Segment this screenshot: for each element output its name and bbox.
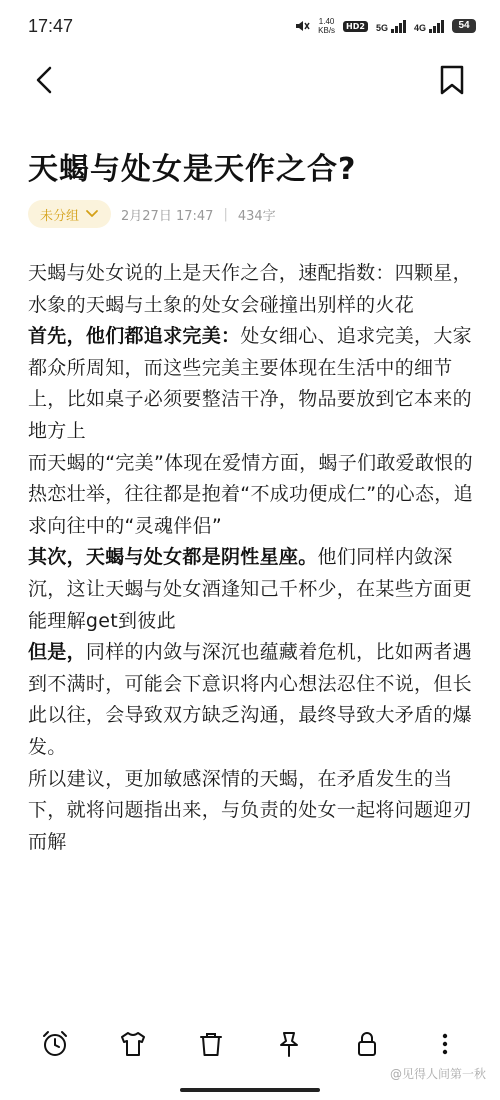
alarm-clock-icon [40,1029,70,1059]
hd-label: HD [346,21,360,31]
signal-bar-icon [437,23,440,33]
paragraph: 而天蝎的“完美”体现在爱情方面，蝎子们敢爱敢恨的热恋壮举，往往都是抱着“不成功便成仁”的心态，追求向往中的“灵魂伴侣” [28,451,473,537]
hd-sub: 2 [359,21,365,31]
signal-bar-icon [395,26,398,33]
nav-bar [0,56,500,104]
watermark: @见得人间第一秋 [389,1067,486,1081]
tshirt-icon [118,1029,148,1059]
network-speed [318,17,335,35]
paragraph [28,637,474,763]
more-button[interactable] [425,1024,465,1064]
pin-icon [274,1029,304,1059]
bold-heading: 首先，他们都追求完美： [28,325,241,348]
article-date: 2月27日 17:47 [121,208,214,224]
paragraph: 所以建议，更加敏感深情的天蝎，在矛盾发生的当下，就将问题指出来，与负责的处女一起将问题迎刃而解 [28,767,472,853]
bold-heading: 其次，天蝎与处女都是阴性星座。 [28,546,318,569]
meta-separator: | [223,206,228,222]
bookmark-button[interactable] [434,62,470,98]
mute-icon [294,18,310,34]
signal-bar-icon [441,20,444,33]
signal-bar-icon [433,26,436,33]
status-icons [294,17,476,35]
speed-value: 1.40 [318,17,335,26]
group-label: 未分组 [40,208,80,224]
signal-5g [376,20,406,33]
chevron-down-icon [85,207,99,221]
chevron-left-icon [28,62,64,98]
signal-bar-icon [403,20,406,33]
delete-button[interactable] [191,1024,231,1064]
back-button[interactable] [28,62,64,98]
article-meta [28,200,276,228]
net-4g-label: 4G [413,22,426,33]
hd-badge [343,21,368,32]
paragraph [28,321,474,447]
skin-button[interactable] [113,1024,153,1064]
paragraph-text: 处女细心、追求完美，大家都众所周知，而这些完美主要体现在生活中的细节上，比如桌子必须要整洁干净，物品要放到它本来的地方上 [28,325,472,442]
group-selector[interactable] [28,200,111,228]
paragraph: 天蝎与处女说的上是天作之合，速配指数：四颗星，水象的天蝎与土象的处女会碰撞出别样的火花 [28,262,472,316]
more-vertical-icon [430,1029,460,1059]
battery-icon: 54 [452,19,476,33]
status-time: 17:47 [28,15,74,36]
page-title: 天蝎与处女是天作之合? [28,152,357,187]
pin-button[interactable] [269,1024,309,1064]
paragraph-text: 他们同样内敛深沉，这让天蝎与处女酒逢知己千杯少，在某些方面更能理解get到彼此 [28,546,472,632]
reminder-button[interactable] [35,1024,75,1064]
home-indicator[interactable] [180,1088,320,1092]
signal-bar-icon [391,29,394,33]
word-count: 434字 [237,208,276,224]
signal-4g [414,20,444,33]
signal-bar-icon [399,23,402,33]
bookmark-icon [434,62,470,98]
signal-bar-icon [429,29,432,33]
speed-unit: KB/s [318,26,336,35]
lock-button[interactable] [347,1024,387,1064]
paragraph [28,542,474,637]
lock-icon [352,1029,382,1059]
bold-heading: 但是， [28,641,86,664]
article-body[interactable] [28,258,474,858]
paragraph-text: 同样的内敛与深沉也蕴藏着危机，比如两者遇到不满时，可能会下意识将内心想法忍住不说，但长此以往，会导致双方缺乏沟通，最终导致大矛盾的爆发。 [28,641,472,758]
net-5g-label: 5G [375,22,388,33]
status-bar [0,0,500,52]
trash-icon [196,1029,226,1059]
